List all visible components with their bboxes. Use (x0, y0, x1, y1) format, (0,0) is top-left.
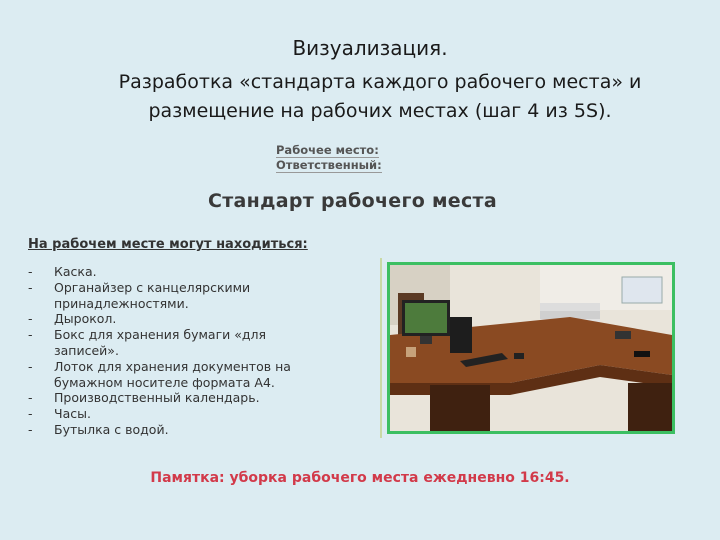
slide-subtitle (80, 68, 680, 126)
workplace-meta (276, 143, 382, 173)
office-desk-photo (387, 262, 675, 434)
standard-title: Стандарт рабочего места (208, 190, 497, 212)
subtitle-line-2: размещение на рабочих местах (шаг 4 из 5S). (148, 100, 612, 122)
list-heading: На рабочем месте могут находиться: (28, 237, 308, 252)
list-item: - Производственный календарь. (28, 390, 260, 406)
subtitle-line-1: Разработка «стандарта каждого рабочего места» и (118, 71, 642, 93)
list-item: - Бокс для хранения бумаги «для записей». (28, 327, 267, 358)
responsible-label: Ответственный: (276, 158, 382, 172)
divider (380, 258, 382, 438)
list-item: - Бутылка с водой. (28, 421, 169, 437)
list-item: - Часы. (28, 406, 91, 422)
workplace-label: Рабочее место: (276, 143, 379, 157)
list-item: - Дырокол. (28, 311, 117, 327)
memo-text: Памятка: уборка рабочего места ежедневно 16:45. (150, 470, 570, 486)
office-desk-illustration (390, 265, 672, 431)
slide-title: Визуализация. (292, 36, 448, 60)
items-list (28, 264, 368, 438)
list-item: - Каска. (28, 264, 97, 279)
list-item: - Лоток для хранения документов на бумажном носителе формата А4. (28, 358, 291, 390)
list-item: - Органайзер с канцелярскими принадлежностями. (28, 279, 251, 311)
